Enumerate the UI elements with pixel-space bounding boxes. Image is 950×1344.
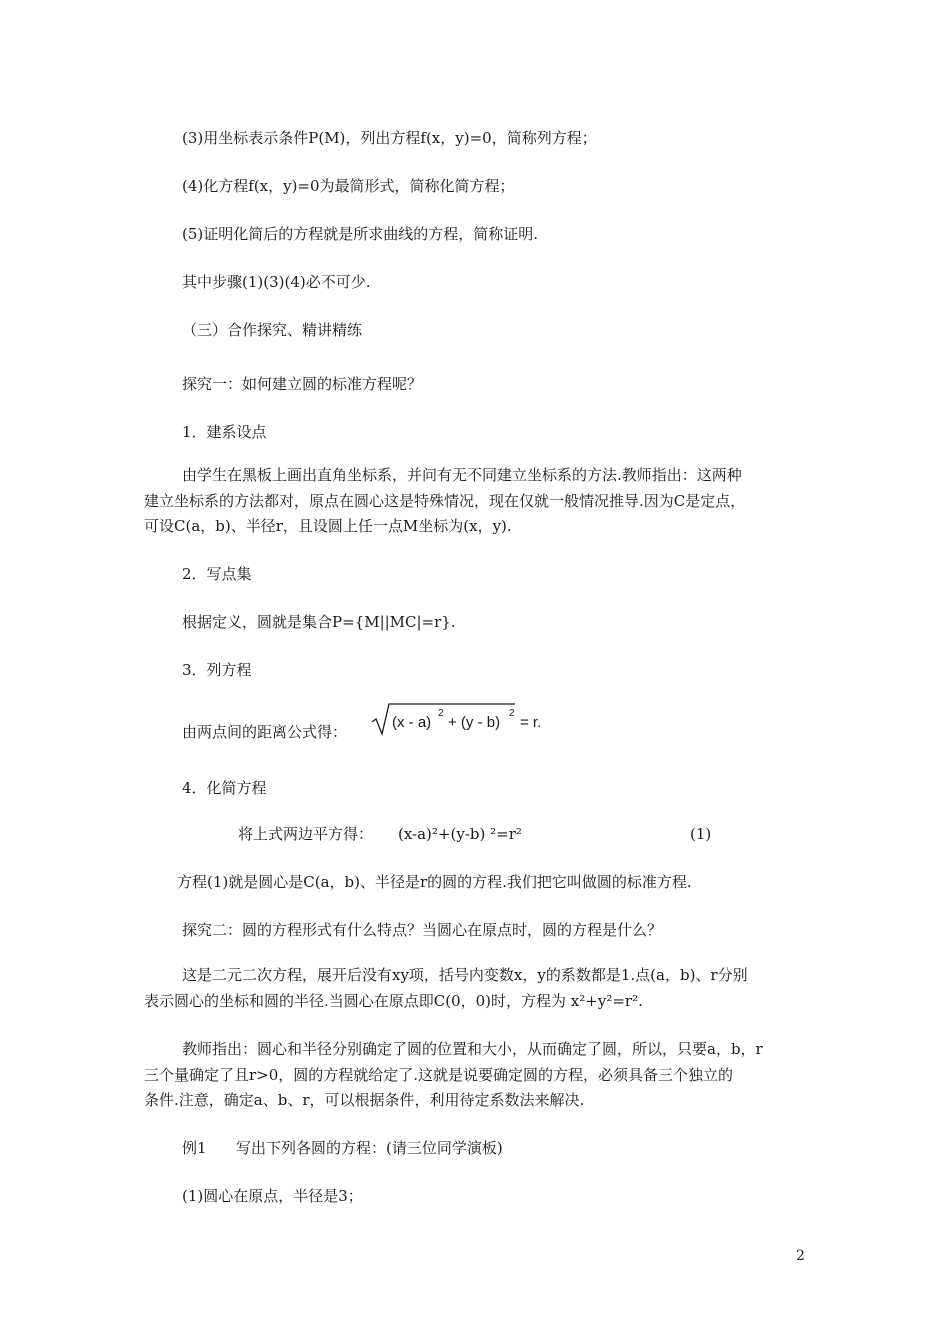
explore1-heading: 探究一：如何建立圆的标准方程呢？ [182,375,423,393]
standard-equation-text: 方程(1)就是圆心是C(a，b)、半径是r的圆的方程.我们把它叫做圆的标准方程. [177,873,692,891]
page-number: 2 [796,1248,805,1264]
formula-term-a: (x - a) [392,714,432,731]
step3-body: 由两点间的距离公式得： [182,723,348,741]
distance-formula [370,700,570,738]
paragraph-line: 表示圆心的坐标和圆的半径.当圆心在原点即C(0，0)时，方程为 x²+y²=r². [144,991,643,1010]
step5-text: (5)证明化简后的方程就是所求曲线的方程，简称证明. [182,225,539,243]
example1-item1: (1)圆心在原点，半径是3； [182,1187,363,1205]
exponent: 2 [438,708,444,719]
paragraph-line: 条件.注意，确定a、b、r，可以根据条件，利用待定系数法来解决. [144,1091,585,1110]
exponent: 2 [509,708,515,719]
step4-body: 将上式两边平方得： [238,825,374,843]
radical-sign-icon [370,700,570,738]
step3-text: (3)用坐标表示条件P(M)，列出方程f(x，y)=0，简称列方程； [182,129,597,147]
formula-term-b: + (y - b) [448,714,501,731]
step-title-4: 4．化简方程 [182,779,267,797]
step-title-2: 2．写点集 [182,565,252,583]
equation-number: (1) [690,825,712,843]
formula-rhs: = r. [520,714,542,731]
paragraph-line: 三个量确定了且r>0，圆的方程就给定了.这就是说要确定圆的方程，必须具备三个独立的 [144,1065,734,1084]
paragraph-line: 可设C(a，b)、半径r，且设圆上任一点M坐标为(x，y). [144,517,512,536]
step1-paragraph [144,463,807,540]
step4-text: (4)化方程f(x，y)=0为最简形式，简称化简方程； [182,177,515,195]
explore2-paragraph [144,963,807,1014]
paragraph-line: 建立坐标系的方法都对，原点在圆心这是特殊情况，现在仅就一般情况推导.因为C是定点， [144,491,746,510]
required-steps-text: 其中步骤(1)(3)(4)必不可少. [182,273,371,291]
paragraph-line: 由学生在黑板上画出直角坐标系，并问有无不同建立坐标系的方法.教师指出：这两种 [182,466,742,484]
paragraph-line: 教师指出：圆心和半径分别确定了圆的位置和大小，从而确定了圆，所以，只要a，b，r [182,1040,763,1058]
example1-label: 例1 [182,1139,207,1157]
explore2-heading: 探究二：圆的方程形式有什么特点？当圆心在原点时，圆的方程是什么？ [182,921,663,939]
example1-text: 写出下列各圆的方程：(请三位同学演板) [236,1139,503,1157]
section-heading: （三）合作探究、精讲精练 [182,321,363,339]
paragraph-line: 这是二元二次方程，展开后没有xy项，括号内变数x，y的系数都是1.点(a，b)、r分别 [182,966,748,984]
step2-body: 根据定义，圆就是集合P={M||MC|=r}. [182,613,456,631]
teacher-paragraph [144,1037,807,1114]
step-title-3: 3．列方程 [182,661,252,679]
standard-equation: (x-a)²+(y-b) ²=r² [398,825,522,843]
step-title-1: 1．建系设点 [182,423,267,441]
